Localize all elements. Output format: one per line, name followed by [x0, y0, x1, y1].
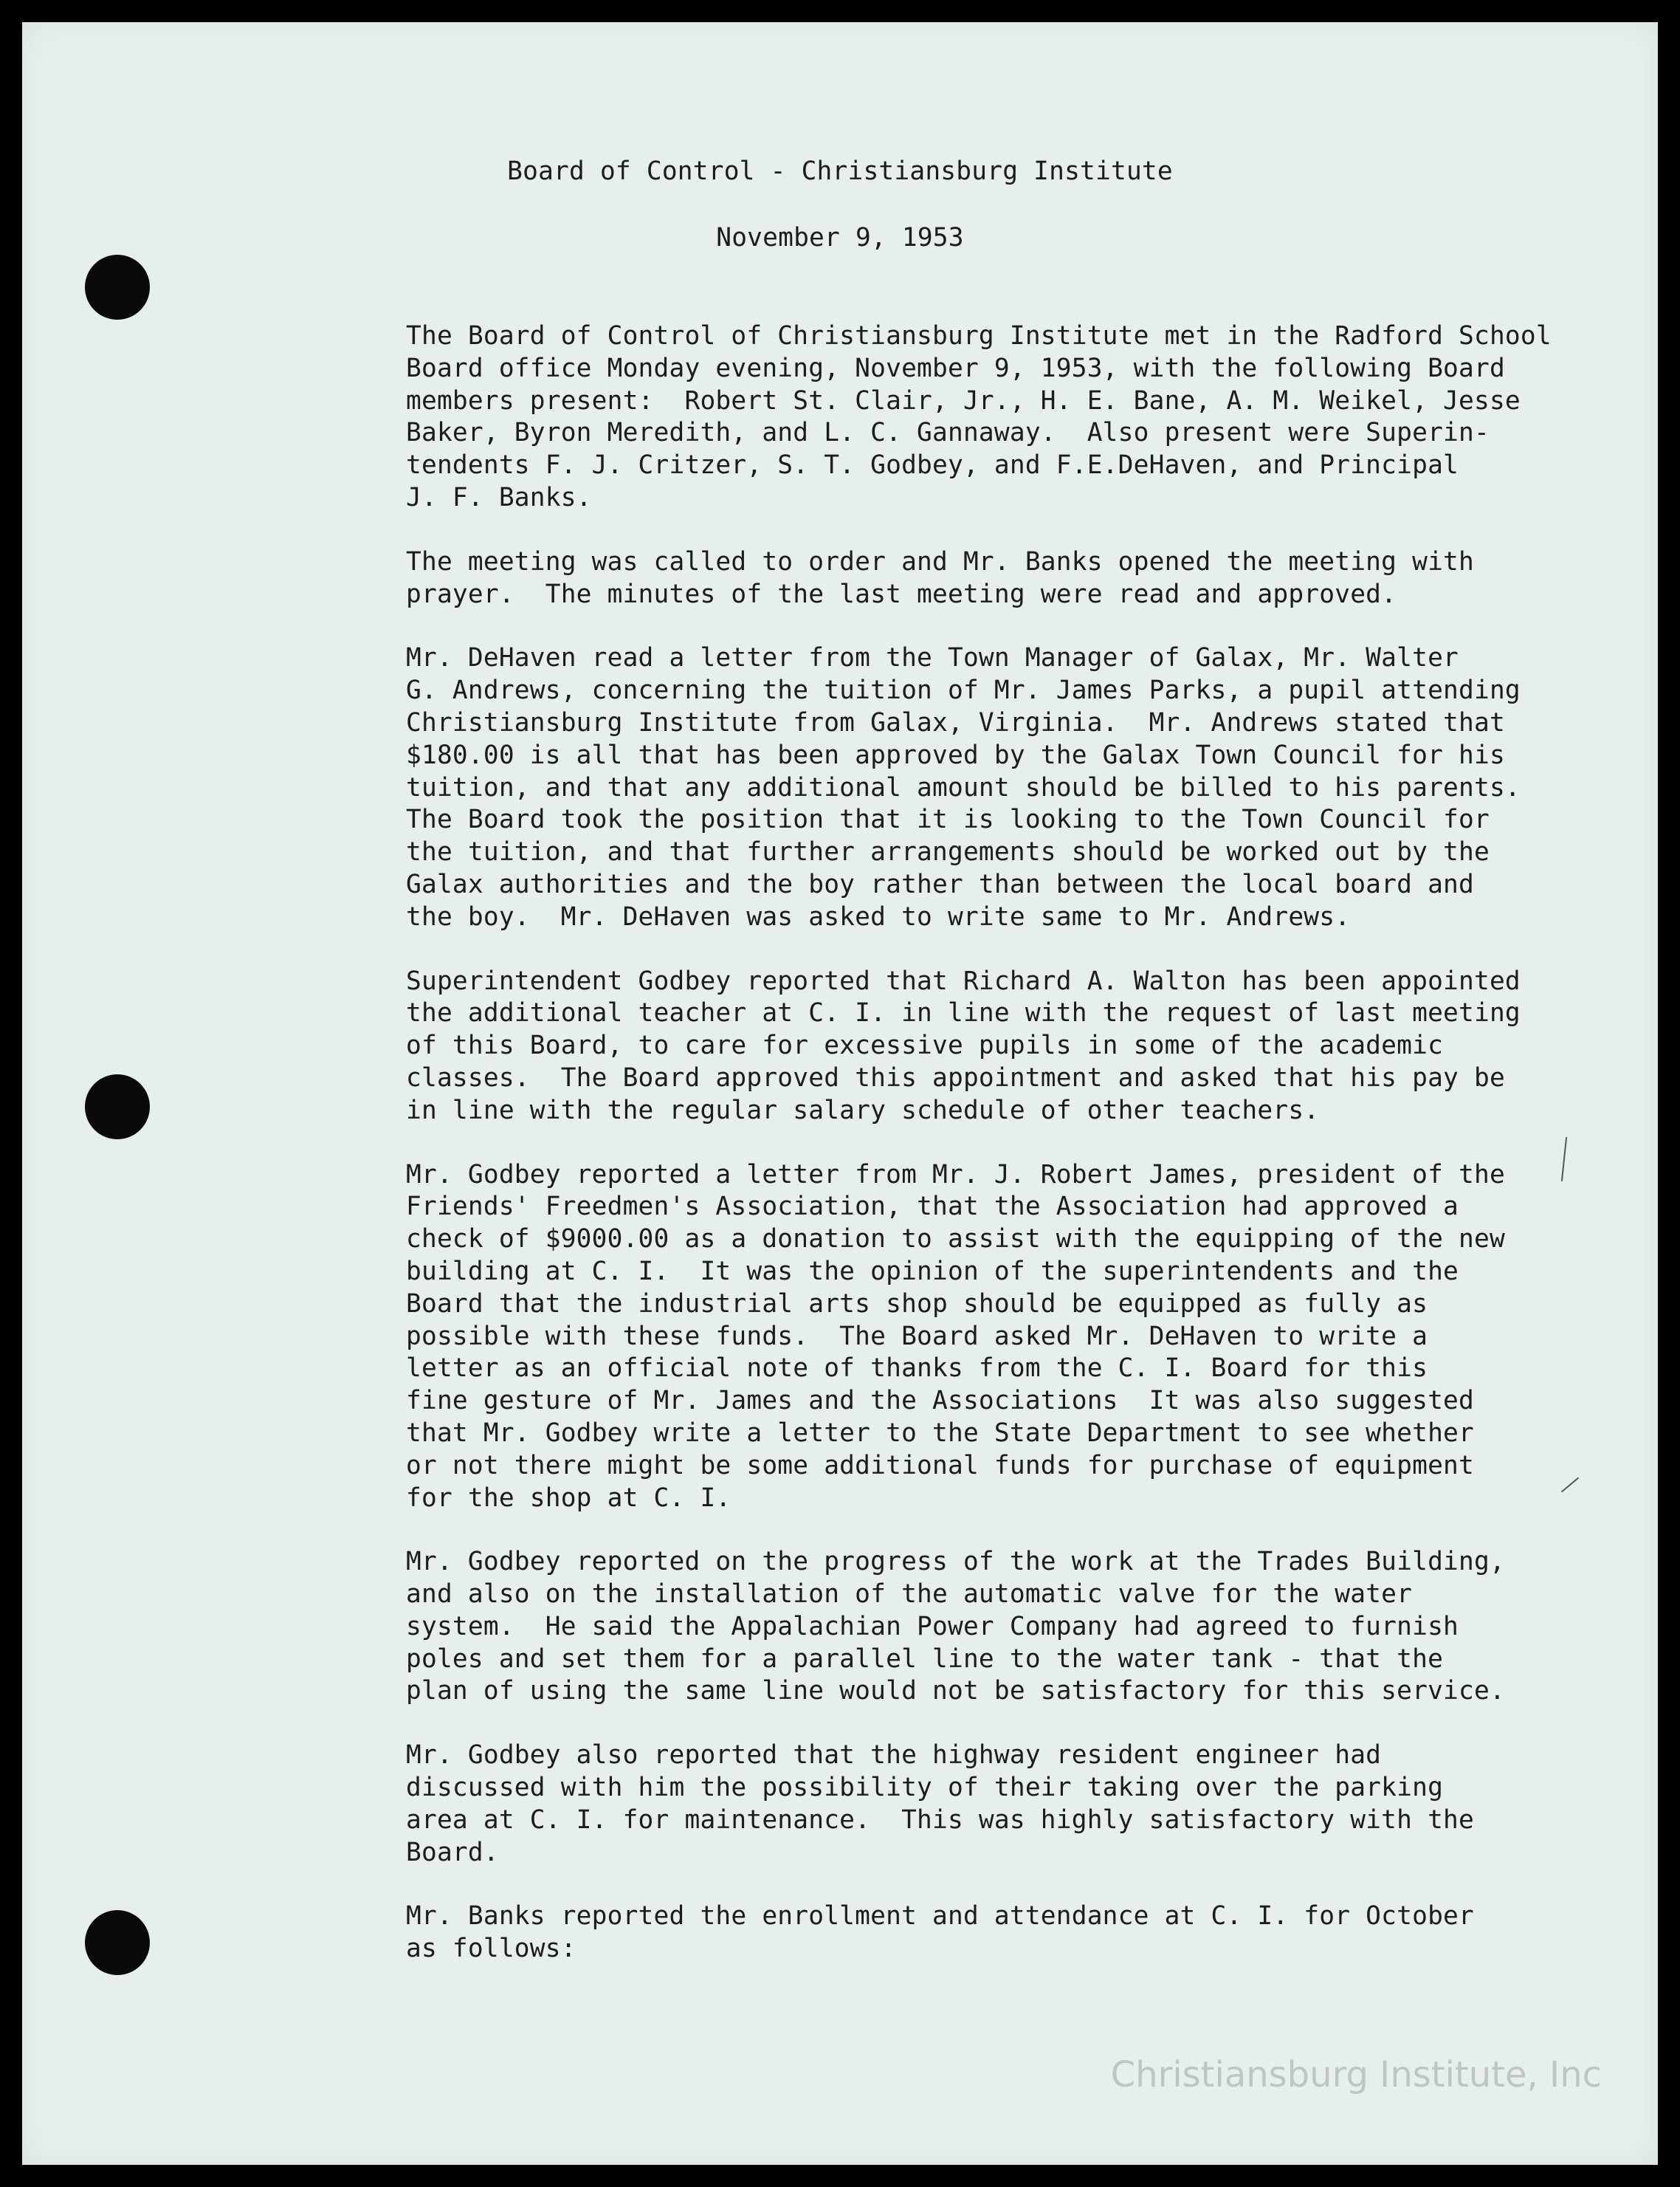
paragraph [406, 966, 1602, 1127]
text-line: The meeting was called to order and Mr. Banks opened the meeting with [406, 546, 1474, 577]
text-line: poles and set them for a parallel line to the water tank - that the [406, 1644, 1444, 1674]
text-line: classes. The Board approved this appointment and asked that his pay be [406, 1062, 1505, 1093]
paragraph [406, 642, 1602, 933]
paragraph [406, 1159, 1602, 1515]
text-line: fine gesture of Mr. James and the Associations It was also suggested [406, 1386, 1474, 1416]
text-line: Christiansburg Institute from Galax, Virginia. Mr. Andrews stated that [406, 707, 1505, 738]
text-line: in line with the regular salary schedule of other teachers. [406, 1095, 1320, 1125]
text-line: the boy. Mr. DeHaven was asked to write same to Mr. Andrews. [406, 902, 1351, 932]
document-title: Board of Control - Christiansburg Institute [507, 157, 1173, 186]
paragraph [406, 320, 1602, 515]
paragraph [406, 1901, 1602, 1965]
text-line: system. He said the Appalachian Power Company had agreed to furnish [406, 1611, 1459, 1641]
text-line: Galax authorities and the boy rather than between the local board and [406, 869, 1474, 899]
document-page [22, 22, 1658, 2165]
text-line: possible with these funds. The Board asked Mr. DeHaven to write a [406, 1321, 1428, 1351]
text-line: Baker, Byron Meredith, and L. C. Gannaway. Also present were Superin- [406, 418, 1490, 448]
text-line: the additional teacher at C. I. in line with the request of last meeting [406, 998, 1521, 1029]
text-line: as follows: [406, 1934, 576, 1964]
text-line: for the shop at C. I. [406, 1483, 731, 1513]
text-line: check of $9000.00 as a donation to assist with the equipping of the new [406, 1224, 1505, 1254]
text-line: Friends' Freedmen's Association, that the Association had approved a [406, 1192, 1459, 1222]
text-line: The Board of Control of Christiansburg Institute met in the Radford School [406, 321, 1552, 351]
text-line: the tuition, and that further arrangements should be worked out by the [406, 837, 1490, 868]
text-line: of this Board, to care for excessive pupils in some of the academic [406, 1031, 1444, 1061]
text-line: J. F. Banks. [406, 482, 592, 512]
punch-hole [85, 1910, 150, 1975]
document-body [406, 320, 1602, 1997]
text-line: The Board took the position that it is looking to the Town Council for [406, 805, 1490, 835]
text-line: Mr. Godbey also reported that the highway resident engineer had [406, 1740, 1382, 1771]
punch-hole [85, 1074, 150, 1139]
text-line: or not there might be some additional funds for purchase of equipment [406, 1450, 1474, 1480]
text-line: letter as an official note of thanks from the C. I. Board for this [406, 1353, 1428, 1384]
text-line: prayer. The minutes of the last meeting were read and approved. [406, 579, 1397, 609]
text-line: members present: Robert St. Clair, Jr., H. E. Bane, A. M. Weikel, Jesse [406, 385, 1521, 416]
text-line: Board. [406, 1837, 499, 1867]
text-line: Superintendent Godbey reported that Richard A. Walton has been appointed [406, 966, 1521, 996]
text-line: $180.00 is all that has been approved by the Galax Town Council for his [406, 740, 1505, 770]
text-line: tendents F. J. Critzer, S. T. Godbey, and F.E.DeHaven, and Principal [406, 450, 1459, 481]
text-line: area at C. I. for maintenance. This was highly satisfactory with the [406, 1805, 1474, 1835]
text-line: Mr. Godbey reported on the progress of the work at the Trades Building, [406, 1547, 1505, 1577]
punch-hole [85, 255, 150, 320]
text-line: Mr. DeHaven read a letter from the Town Manager of Galax, Mr. Walter [406, 643, 1459, 673]
text-line: discussed with him the possibility of their taking over the parking [406, 1773, 1444, 1803]
paragraph [406, 546, 1602, 611]
text-line: plan of using the same line would not be satisfactory for this service. [406, 1676, 1505, 1706]
paragraph [406, 1546, 1602, 1708]
text-line: Board that the industrial arts shop should be equipped as fully as [406, 1288, 1428, 1319]
text-line: G. Andrews, concerning the tuition of Mr. James Parks, a pupil attending [406, 676, 1521, 706]
watermark: Christiansburg Institute, Inc [1110, 2054, 1602, 2095]
paragraph [406, 1740, 1602, 1869]
text-line: that Mr. Godbey write a letter to the State Department to see whether [406, 1418, 1474, 1448]
text-line: Board office Monday evening, November 9, 1953, with the following Board [406, 353, 1505, 383]
document-date: November 9, 1953 [716, 223, 964, 253]
text-line: Mr. Banks reported the enrollment and attendance at C. I. for October [406, 1901, 1474, 1932]
text-line: and also on the installation of the automatic valve for the water [406, 1579, 1413, 1610]
text-line: building at C. I. It was the opinion of the superintendents and the [406, 1256, 1459, 1286]
text-line: tuition, and that any additional amount should be billed to his parents. [406, 772, 1521, 803]
text-line: Mr. Godbey reported a letter from Mr. J. Robert James, president of the [406, 1159, 1505, 1189]
